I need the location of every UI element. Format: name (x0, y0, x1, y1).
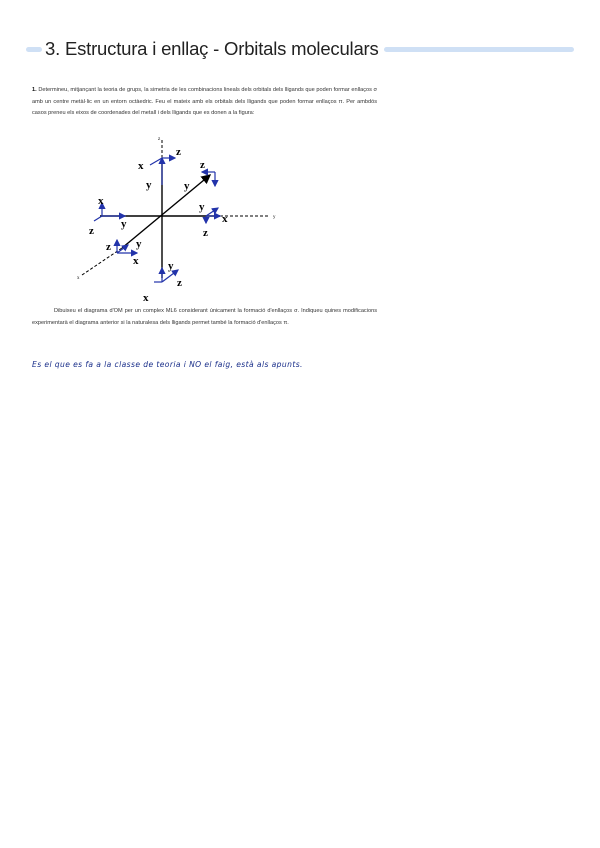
ligand-bottom (154, 268, 178, 282)
ligand-lower-left-label-y: y (136, 238, 142, 250)
ligand-bottom-label-y: y (168, 260, 174, 272)
ligand-right-label-x: x (222, 213, 228, 225)
ligand-top-label-z: z (176, 146, 181, 158)
ligand-bottom-label-x: x (143, 292, 149, 304)
z-axis-label: z (158, 137, 161, 142)
ligand-left-label-y: y (121, 218, 127, 230)
problem-paragraph-1: Determineu, mitjançant la teoria de grups, la simetria de les combinacions lineals dels orbitals dels lligands que poden formar enllaços σ amb un centre metàl·lic en un entorn octàedric. Feu el mateix amb els orbitals dels lligands que poden formar enllaços π. Per ambdós casos preneu els eixos de coordenades del metall i dels lligands que es donen a la figura: (32, 87, 377, 116)
ligand-top (150, 158, 175, 185)
coordinate-axes (77, 137, 276, 281)
x-axis-label: x (77, 276, 80, 281)
ligand-lower-left-label-x: x (133, 255, 139, 267)
problem-statement (32, 85, 377, 120)
title-decoration-right (384, 47, 574, 52)
ligand-right-label-y: y (199, 201, 205, 213)
ligand-upper-right-label-y: y (184, 180, 190, 192)
page-title: 3. Estructura i enllaç - Orbitals moleculars (45, 38, 379, 59)
ligand-top-label-y: y (146, 179, 152, 191)
y-axis-label: y (273, 215, 276, 220)
ligand-upper-right-label-z: z (200, 159, 205, 171)
ligand-lower-left (117, 240, 137, 253)
ligand-left-label-z: z (89, 225, 94, 237)
section-header (26, 37, 574, 61)
ligand-bottom-label-z: z (177, 277, 182, 289)
ligand-top-label-x: x (138, 160, 144, 172)
ligand-right-label-z: z (203, 227, 208, 239)
handwritten-answer: Es el que es fa a la classe de teoria i NO el faig, està als apunts. (32, 360, 303, 369)
title-decoration-left (26, 47, 42, 52)
ligand-lower-left-label-z: z (106, 241, 111, 253)
ligand-right (206, 208, 220, 223)
problem-number: 1. (32, 87, 37, 93)
ligand-upper-right (202, 172, 215, 186)
ligand-left-label-x: x (98, 195, 104, 207)
octahedral-axes-figure (70, 130, 300, 305)
problem-paragraph-2: Dibuixeu el diagrama d'OM per un complex ML6 considerant únicament la formació d'enllaços σ. Indiqueu quines modificacions experimentarà el diagrama anterior si la naturalesa dels lligands permet també la formació d'enllaços π. (32, 308, 377, 326)
